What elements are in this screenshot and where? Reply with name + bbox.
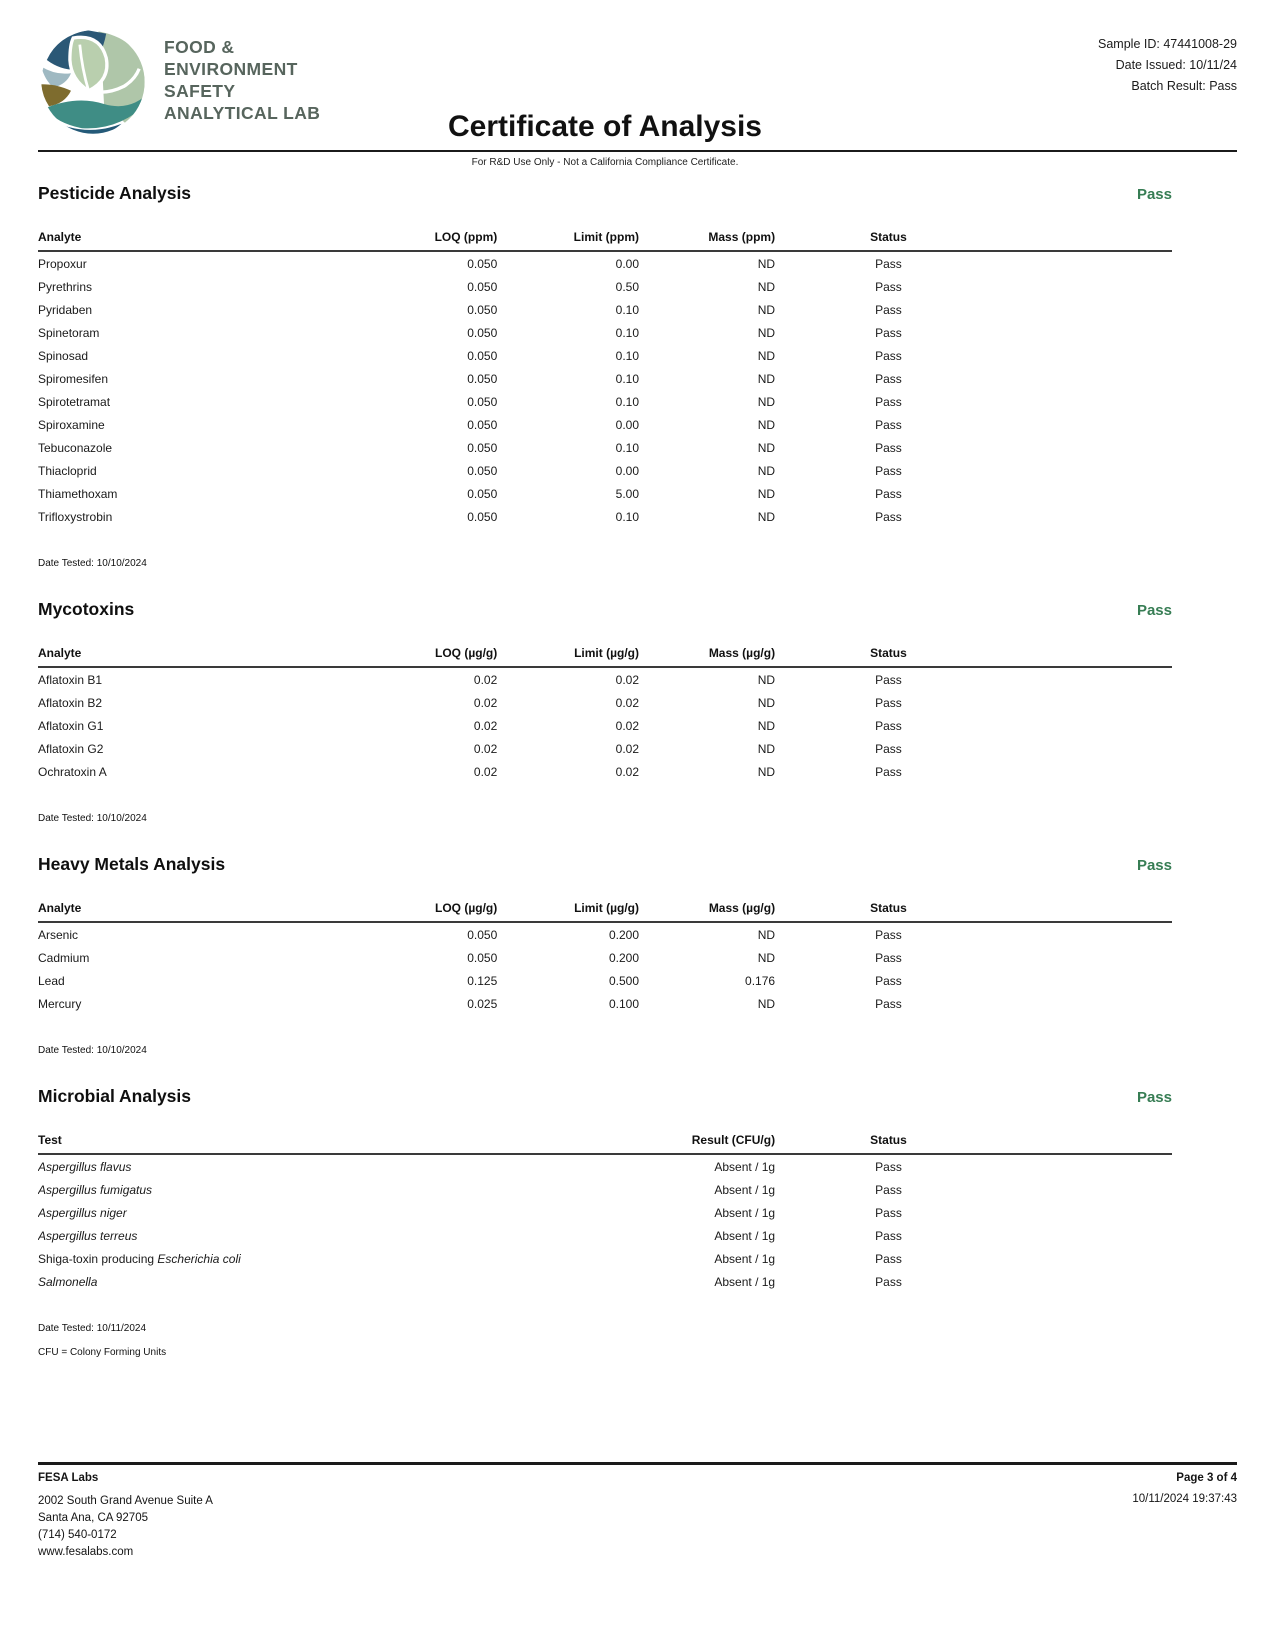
section-header — [38, 183, 1172, 204]
table-cell: Pass — [875, 741, 902, 756]
table-cell: 0.02 — [615, 741, 639, 756]
section-title: Microbial Analysis — [38, 1086, 192, 1106]
table-cell: 0.050 — [467, 371, 498, 386]
table-cell: Pass — [875, 463, 902, 478]
table-cell: Pass — [875, 371, 902, 386]
column-header: LOQ (µg/g) — [344, 899, 497, 922]
table-cell: 0.050 — [467, 463, 498, 478]
table-cell — [1002, 344, 1172, 367]
table-cell — [1002, 1178, 1172, 1201]
table-cell — [1002, 390, 1172, 413]
table-cell — [1002, 969, 1172, 992]
table-cell: 0.10 — [615, 302, 639, 317]
section-title: Heavy Metals Analysis — [38, 854, 226, 874]
address-line: Santa Ana, CA 92705 — [38, 1512, 148, 1524]
column-header: Analyte — [38, 899, 344, 922]
table-cell: 0.02 — [615, 718, 639, 733]
section-header — [38, 1086, 1172, 1107]
table-cell: Spirotetramat — [38, 394, 111, 409]
page-header — [38, 0, 1237, 150]
table-cell: ND — [757, 672, 776, 687]
table-cell: 0.050 — [467, 325, 498, 340]
table-row — [38, 251, 1172, 275]
heavy-metals-table — [38, 899, 1172, 1015]
logo-text-line: SAFETY — [164, 81, 236, 101]
address-line: (714) 540-0172 — [38, 1529, 117, 1541]
table-cell: 0.02 — [473, 718, 498, 733]
table-cell: 0.050 — [467, 950, 498, 965]
table-row — [38, 714, 1172, 737]
table-cell: Absent / 1g — [714, 1159, 776, 1174]
table-cell: Pass — [875, 302, 902, 317]
table-cell: ND — [757, 417, 776, 432]
table-cell: Propoxur — [38, 256, 87, 271]
table-cell: 0.200 — [608, 950, 639, 965]
table-cell: 0.050 — [467, 509, 498, 524]
table-cell: Pass — [875, 417, 902, 432]
lab-website: www.fesalabs.com — [38, 1546, 134, 1558]
lab-contact — [38, 1472, 213, 1561]
lab-address — [38, 1493, 213, 1561]
column-header — [1002, 899, 1172, 922]
batch-result: Batch Result: Pass — [1131, 79, 1237, 93]
table-cell: 0.125 — [467, 973, 498, 988]
table-cell — [1002, 737, 1172, 760]
table-cell: ND — [757, 718, 776, 733]
table-cell: Aspergillus niger — [38, 1205, 127, 1220]
table-cell: Pass — [875, 764, 902, 779]
cfu-footnote: CFU = Colony Forming Units — [38, 1347, 167, 1358]
table-row — [38, 667, 1172, 691]
lab-name: FESA Labs — [38, 1472, 99, 1484]
table-cell: Absent / 1g — [714, 1228, 776, 1243]
table-cell: Pass — [875, 394, 902, 409]
table-cell — [1002, 1154, 1172, 1178]
section-status-badge: Pass — [1136, 857, 1172, 874]
table-cell: 0.50 — [615, 279, 639, 294]
table-cell: ND — [757, 927, 776, 942]
table-cell — [1002, 760, 1172, 783]
table-cell — [1002, 413, 1172, 436]
table-cell: Lead — [38, 973, 65, 988]
mycotoxins-table — [38, 644, 1172, 783]
table-cell: Aflatoxin G1 — [38, 718, 104, 733]
table-cell: Pass — [875, 695, 902, 710]
table-cell — [1002, 298, 1172, 321]
table-cell: Mercury — [38, 996, 82, 1011]
table-cell: Salmonella — [38, 1274, 98, 1289]
table-cell: 0.100 — [608, 996, 639, 1011]
date-tested: Date Tested: 10/10/2024 — [38, 1045, 147, 1056]
table-row — [38, 436, 1172, 459]
table-cell: Absent / 1g — [714, 1274, 776, 1289]
table-cell: Pass — [875, 1274, 902, 1289]
table-cell: ND — [757, 394, 776, 409]
table-cell: ND — [757, 325, 776, 340]
table-cell: Pass — [875, 973, 902, 988]
page-footer — [38, 1462, 1237, 1561]
column-header: Result (CFU/g) — [548, 1131, 775, 1154]
table-row — [38, 1247, 1172, 1270]
table-cell — [1002, 992, 1172, 1015]
table-cell: Tebuconazole — [38, 440, 113, 455]
table-cell: 0.02 — [615, 695, 639, 710]
table-cell: Pass — [875, 1159, 902, 1174]
table-cell — [1002, 367, 1172, 390]
table-cell: Pyrethrins — [38, 279, 93, 294]
table-cell: Trifloxystrobin — [38, 509, 113, 524]
table-row — [38, 413, 1172, 436]
table-cell: ND — [757, 371, 776, 386]
table-cell: 0.176 — [745, 973, 776, 988]
table-cell: Pass — [875, 440, 902, 455]
table-row — [38, 922, 1172, 946]
table-cell: Aspergillus fumigatus — [38, 1182, 153, 1197]
pesticide-table — [38, 228, 1172, 528]
table-row — [38, 390, 1172, 413]
table-cell: Pass — [875, 672, 902, 687]
table-cell: Spinetoram — [38, 325, 100, 340]
table-cell: Thiamethoxam — [38, 486, 118, 501]
table-cell — [1002, 1270, 1172, 1293]
column-header: Limit (µg/g) — [497, 644, 639, 667]
table-cell — [1002, 1224, 1172, 1247]
table-cell — [1002, 946, 1172, 969]
table-cell: 0.10 — [615, 394, 639, 409]
table-cell: 0.10 — [615, 348, 639, 363]
table-cell: ND — [757, 440, 776, 455]
table-cell: ND — [757, 509, 776, 524]
table-row — [38, 275, 1172, 298]
table-row — [38, 459, 1172, 482]
column-header: LOQ (ppm) — [344, 228, 497, 251]
table-cell: 0.050 — [467, 417, 498, 432]
section-microbial-analysis — [38, 1086, 1172, 1358]
table-cell — [1002, 436, 1172, 459]
column-header — [1002, 644, 1172, 667]
table-cell — [1002, 459, 1172, 482]
table-cell: 0.10 — [615, 440, 639, 455]
table-cell: Pass — [875, 1205, 902, 1220]
table-cell: 0.02 — [473, 764, 498, 779]
table-cell: ND — [757, 741, 776, 756]
table-cell: 0.500 — [608, 973, 639, 988]
table-row — [38, 505, 1172, 528]
table-cell — [1002, 321, 1172, 344]
table-cell: Absent / 1g — [714, 1205, 776, 1220]
table-cell: ND — [757, 348, 776, 363]
microbial-table — [38, 1131, 1172, 1293]
table-row — [38, 1224, 1172, 1247]
table-cell: ND — [757, 950, 776, 965]
table-row — [38, 691, 1172, 714]
table-cell — [1002, 922, 1172, 946]
column-header — [1002, 228, 1172, 251]
table-cell: 0.00 — [615, 463, 639, 478]
table-cell: 0.10 — [615, 509, 639, 524]
table-cell: ND — [757, 279, 776, 294]
table-cell: Aflatoxin B2 — [38, 695, 103, 710]
table-row — [38, 367, 1172, 390]
table-cell: Pass — [875, 950, 902, 965]
table-cell: Pass — [875, 348, 902, 363]
table-cell — [1002, 667, 1172, 691]
table-cell — [1002, 1201, 1172, 1224]
table-cell: 0.02 — [473, 741, 498, 756]
table-cell — [1002, 482, 1172, 505]
section-header — [38, 599, 1172, 620]
table-cell — [1002, 1247, 1172, 1270]
table-cell: 0.050 — [467, 348, 498, 363]
table-row — [38, 321, 1172, 344]
table-cell: Pass — [875, 718, 902, 733]
table-cell: 0.02 — [615, 764, 639, 779]
date-issued: Date Issued: 10/11/24 — [1115, 58, 1237, 72]
table-row — [38, 969, 1172, 992]
table-cell: Pass — [875, 486, 902, 501]
column-header: Mass (µg/g) — [639, 899, 775, 922]
table-cell — [1002, 505, 1172, 528]
table-header-row — [38, 899, 1172, 922]
table-cell: Aflatoxin G2 — [38, 741, 104, 756]
table-cell: Thiacloprid — [38, 463, 97, 478]
table-cell: Pass — [875, 256, 902, 271]
section-status-badge: Pass — [1136, 186, 1172, 203]
table-cell: Absent / 1g — [714, 1182, 776, 1197]
section-pesticide-analysis — [38, 183, 1172, 569]
table-row — [38, 1270, 1172, 1293]
table-cell: 0.10 — [615, 371, 639, 386]
table-cell: Pass — [875, 927, 902, 942]
table-cell: Pass — [875, 325, 902, 340]
table-cell: 0.025 — [467, 996, 498, 1011]
table-cell: 0.02 — [473, 672, 498, 687]
table-cell: Absent / 1g — [714, 1251, 776, 1266]
section-heavy-metals — [38, 854, 1172, 1056]
logo-text-line: ANALYTICAL LAB — [164, 103, 321, 123]
table-row — [38, 1178, 1172, 1201]
table-row — [38, 1201, 1172, 1224]
column-header: Status — [775, 1131, 1002, 1154]
column-header: Status — [775, 899, 1002, 922]
table-header-row — [38, 644, 1172, 667]
table-cell: 0.10 — [615, 325, 639, 340]
table-cell: 0.050 — [467, 486, 498, 501]
section-status-badge: Pass — [1136, 602, 1172, 619]
table-cell: 0.00 — [615, 256, 639, 271]
column-header: LOQ (µg/g) — [344, 644, 497, 667]
table-cell: Cadmium — [38, 950, 90, 965]
sample-id: Sample ID: 47441008-29 — [1098, 37, 1237, 51]
table-row — [38, 737, 1172, 760]
table-cell: Shiga-toxin producing Escherichia coli — [38, 1251, 241, 1266]
table-row — [38, 344, 1172, 367]
table-cell: Spinosad — [38, 348, 89, 363]
table-cell: 0.050 — [467, 394, 498, 409]
table-cell: 0.00 — [615, 417, 639, 432]
table-cell: Pass — [875, 1251, 902, 1266]
table-cell: ND — [757, 996, 776, 1011]
column-header: Limit (µg/g) — [497, 899, 639, 922]
sample-info — [1098, 34, 1237, 97]
column-header: Mass (ppm) — [639, 228, 775, 251]
table-row — [38, 482, 1172, 505]
date-tested: Date Tested: 10/10/2024 — [38, 558, 147, 569]
column-header: Limit (ppm) — [497, 228, 639, 251]
table-cell: ND — [757, 256, 776, 271]
section-title: Pesticide Analysis — [38, 183, 192, 203]
table-cell: 0.02 — [473, 695, 498, 710]
table-cell — [1002, 714, 1172, 737]
table-row — [38, 992, 1172, 1015]
compliance-disclaimer: For R&D Use Only - Not a California Compliance Certificate. — [471, 157, 739, 168]
table-cell: Spiroxamine — [38, 417, 105, 432]
table-cell: ND — [757, 486, 776, 501]
address-line: 2002 South Grand Avenue Suite A — [38, 1495, 213, 1507]
table-header-row — [38, 228, 1172, 251]
table-row — [38, 946, 1172, 969]
table-cell: 0.050 — [467, 927, 498, 942]
table-cell: Pass — [875, 996, 902, 1011]
print-timestamp: 10/11/2024 19:37:43 — [1132, 1493, 1237, 1505]
table-cell: ND — [757, 695, 776, 710]
table-cell: 0.050 — [467, 440, 498, 455]
column-header: Analyte — [38, 644, 344, 667]
date-tested: Date Tested: 10/10/2024 — [38, 813, 147, 824]
table-cell: ND — [757, 463, 776, 478]
table-cell: 0.02 — [615, 672, 639, 687]
table-cell — [1002, 275, 1172, 298]
column-header: Analyte — [38, 228, 344, 251]
table-cell: Aflatoxin B1 — [38, 672, 103, 687]
section-status-badge: Pass — [1136, 1089, 1172, 1106]
table-cell: 0.050 — [467, 279, 498, 294]
table-cell: 0.050 — [467, 302, 498, 317]
report-body — [38, 183, 1172, 1358]
table-cell: Aspergillus terreus — [38, 1228, 138, 1243]
column-header: Mass (µg/g) — [639, 644, 775, 667]
table-row — [38, 760, 1172, 783]
column-header: Status — [775, 228, 1002, 251]
table-row — [38, 1154, 1172, 1178]
table-cell: Pyridaben — [38, 302, 93, 317]
table-cell — [1002, 691, 1172, 714]
table-cell — [1002, 251, 1172, 275]
column-header — [1002, 1131, 1172, 1154]
table-cell: Pass — [875, 509, 902, 524]
table-cell: Ochratoxin A — [38, 764, 107, 779]
page-title: Certificate of Analysis — [448, 110, 762, 143]
table-cell: ND — [757, 764, 776, 779]
table-cell: Pass — [875, 279, 902, 294]
table-row — [38, 298, 1172, 321]
table-cell: Arsenic — [38, 927, 79, 942]
table-cell: 0.050 — [467, 256, 498, 271]
table-cell: 0.200 — [608, 927, 639, 942]
table-cell: Pass — [875, 1228, 902, 1243]
logo-text-line: ENVIRONMENT — [164, 59, 298, 79]
column-header: Test — [38, 1131, 548, 1154]
table-cell: ND — [757, 302, 776, 317]
section-header — [38, 854, 1172, 875]
table-cell: Spiromesifen — [38, 371, 109, 386]
table-cell: Pass — [875, 1182, 902, 1197]
column-header: Status — [775, 644, 1002, 667]
page-indicator: Page 3 of 4 — [1176, 1472, 1237, 1484]
table-cell: Aspergillus flavus — [38, 1159, 132, 1174]
logo-text-line: FOOD & — [164, 37, 235, 57]
table-cell: 5.00 — [615, 486, 639, 501]
header-divider — [38, 150, 1237, 152]
table-header-row — [38, 1131, 1172, 1154]
section-mycotoxins — [38, 599, 1172, 824]
date-tested: Date Tested: 10/11/2024 — [38, 1323, 147, 1334]
footer-meta — [1132, 1472, 1237, 1561]
section-title: Mycotoxins — [38, 599, 135, 619]
